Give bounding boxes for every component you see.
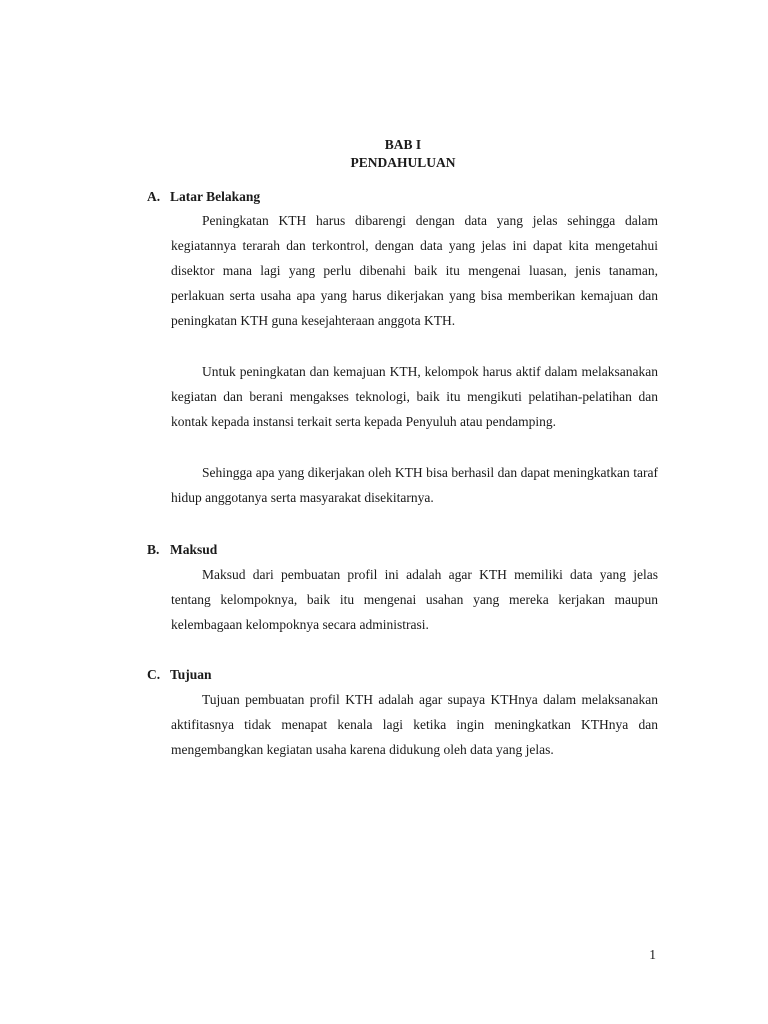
section-title-text: Maksud bbox=[170, 542, 218, 557]
section-heading-tujuan bbox=[147, 666, 212, 684]
paragraph: Maksud dari pembuatan profil ini adalah agar KTH memiliki data yang jelas tentang kelompoknya, baik itu mengenai usahan yang mereka kerjakan maupun kelembagaan kelompoknya secara administrasi. bbox=[171, 567, 658, 633]
chapter-heading bbox=[0, 136, 768, 172]
paragraph: Peningkatan KTH harus dibarengi dengan data yang jelas sehingga dalam kegiatannya terarah dan terkontrol, dengan data yang jelas ini dapat kita mengetahui disektor mana lagi yang perlu dibenahi baik itu mengenai luasan, jenis tanaman, perlakuan serta usaha apa yang harus dikerjakan yang bisa memberikan kemajuan dan peningkatan KTH guna kesejahteraan anggota KTH. bbox=[171, 213, 658, 329]
paragraph: Sehingga apa yang dikerjakan oleh KTH bisa berhasil dan dapat meningkatkan taraf hidup anggotanya serta masyarakat disekitarnya. bbox=[171, 465, 658, 506]
section-title-text: Latar Belakang bbox=[170, 189, 261, 204]
chapter-number: BAB I bbox=[384, 137, 422, 152]
section-heading-maksud bbox=[147, 541, 217, 559]
section-letter: A. bbox=[147, 189, 161, 204]
section-heading-latar-belakang bbox=[147, 188, 260, 206]
paragraph: Untuk peningkatan dan kemajuan KTH, kelompok harus aktif dalam melaksanakan kegiatan dan berani mengakses teknologi, baik itu mengikuti pelatihan-pelatihan dan kontak kepada instansi terkait serta kepada Penyuluh atau pendamping. bbox=[171, 364, 658, 430]
page-number: 1 bbox=[649, 947, 656, 962]
paragraph: Tujuan pembuatan profil KTH adalah agar supaya KTHnya dalam melaksanakan aktifitasnya tidak menapat kenala lagi ketika ingin meningkatkan KTHnya dan mengembangkan kegiatan usaha karena didukung oleh data yang jelas. bbox=[171, 692, 658, 758]
section-title-text: Tujuan bbox=[170, 667, 212, 682]
section-letter: B. bbox=[147, 542, 160, 557]
section-letter: C. bbox=[147, 667, 161, 682]
chapter-title: PENDAHULUAN bbox=[350, 155, 456, 170]
